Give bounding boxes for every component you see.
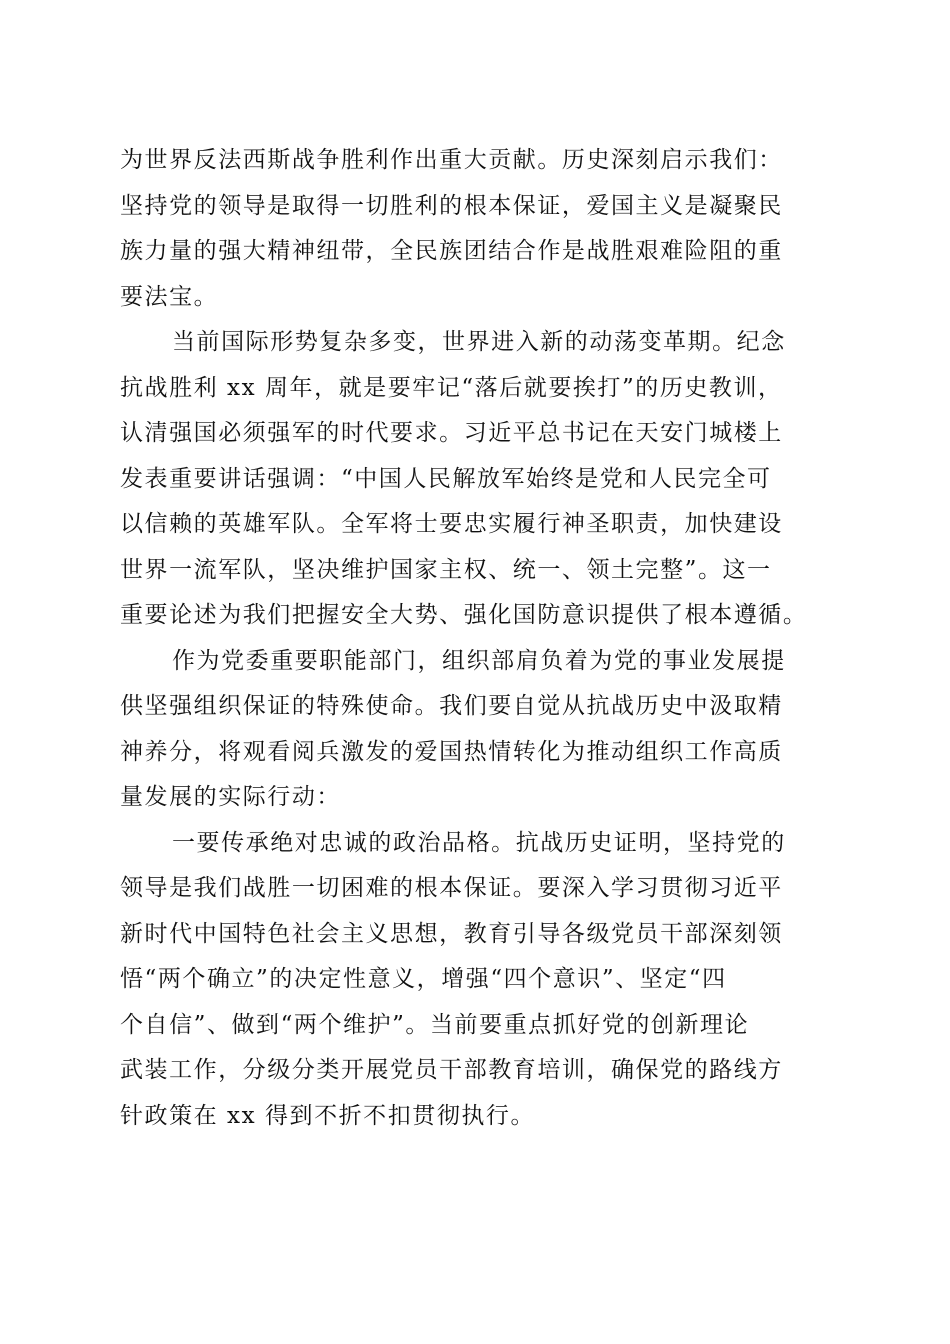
text-line-17: 领导是我们战胜一切困难的根本保证。要深入学习贯彻习近平 — [120, 875, 783, 901]
text-line-5: 当前国际形势复杂多变，世界进入新的动荡变革期。纪念 — [172, 329, 786, 355]
text-line-21: 武装工作，分级分类开展党员干部教育培训，确保党的路线方 — [120, 1057, 783, 1083]
text-line-13: 供坚强组织保证的特殊使命。我们要自觉从抗战历史中汲取精 — [120, 693, 783, 719]
text-line-15: 量发展的实际行动： — [120, 784, 341, 810]
text-line-4: 要法宝。 — [120, 283, 219, 310]
text-line-18: 新时代中国特色社会主义思想，教育引导各级党员干部深刻领 — [120, 920, 783, 947]
text-line-2: 坚持党的领导是取得一切胜利的根本保证，爱国主义是凝聚民 — [120, 192, 783, 219]
text-line-19: 悟“两个确立”的决定性意义，增强“四个意识”、坚定“四 — [120, 966, 727, 992]
text-line-3: 族力量的强大精神纽带，全民族团结合作是战胜艰难险阻的重 — [120, 238, 783, 264]
text-line-1: 为世界反法西斯战争胜利作出重大贡献。历史深刻启示我们： — [120, 147, 783, 173]
text-line-7: 认清强国必须强军的时代要求。习近平总书记在天安门城楼上 — [120, 420, 783, 446]
text-line-9: 以信赖的英雄军队。全军将士要忠实履行神圣职责，加快建设 — [120, 511, 783, 537]
body-text — [120, 138, 826, 1139]
text-line-20: 个自信”、做到“两个维护”。当前要重点抓好党的创新理论 — [120, 1011, 750, 1038]
text-line-6: 抗战胜利 xx 周年，就是要牢记“落后就要挨打”的历史教训， — [120, 374, 783, 401]
text-line-12: 作为党委重要职能部门，组织部肩负着为党的事业发展提 — [172, 647, 786, 674]
text-line-10: 世界一流军队，坚决维护国家主权、统一、领土完整”。这一 — [120, 556, 772, 583]
text-line-8: 发表重要讲话强调：“中国人民解放军始终是党和人民完全可 — [120, 465, 772, 492]
text-line-14: 神养分，将观看阅兵激发的爱国热情转化为推动组织工作高质 — [120, 738, 783, 765]
text-line-16: 一要传承绝对忠诚的政治品格。抗战历史证明，坚持党的 — [172, 829, 786, 856]
text-line-22: 针政策在 xx 得到不折不扣贯彻执行。 — [120, 1102, 536, 1129]
text-line-11: 重要论述为我们把握安全大势、强化国防意识提供了根本遵循。 — [120, 602, 808, 628]
